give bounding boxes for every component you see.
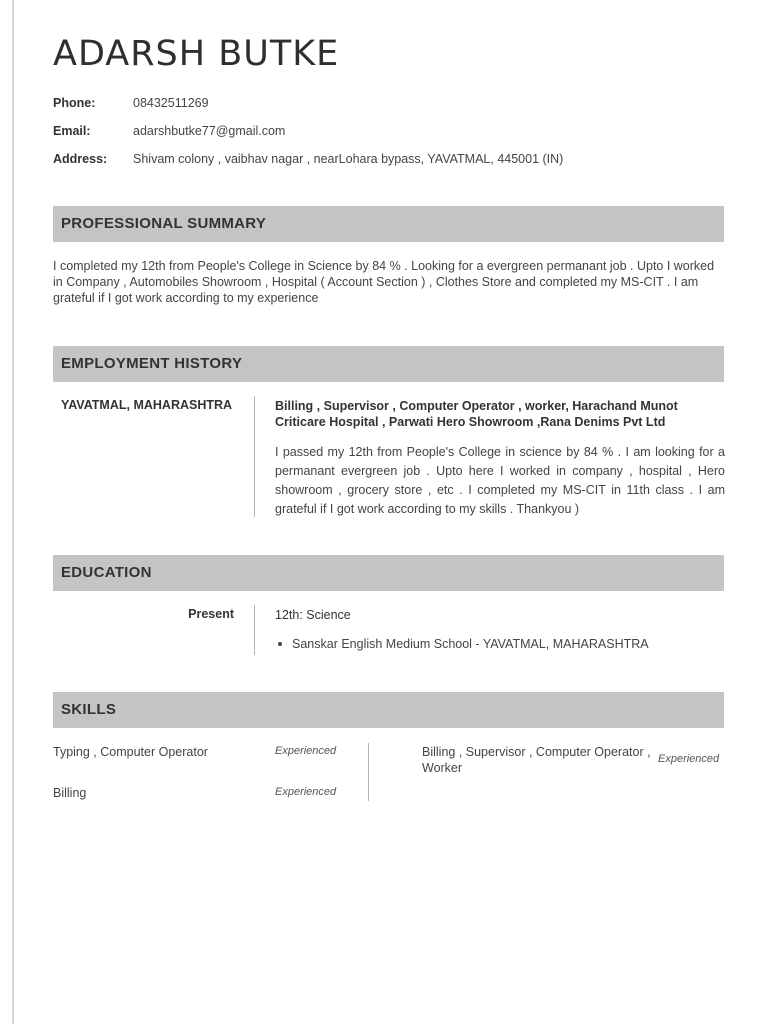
education-degree: 12th: Science (275, 608, 351, 622)
employment-job-title: Billing , Supervisor , Computer Operator , worker, Harachand Munot Criticare Hospital , Parwati Hero Showroom ,Rana Denims Pvt Ltd (275, 399, 678, 429)
employment-description: I passed my 12th from People's College in science by 84 % . I am looking for a permanant evergreen job . Upto here I worked in company , hospital , Hero showroom , grocery store , etc . I completed my MS-CIT in 11th class . I am grateful if I got work according to my skills . Thankyou ) (275, 445, 725, 516)
education-period: Present (188, 607, 234, 621)
education-entry (275, 607, 725, 652)
phone-value: 08432511269 (133, 96, 209, 110)
contact-phone-row (53, 95, 209, 111)
section-heading-employment-history: EMPLOYMENT HISTORY (53, 346, 724, 382)
skill-level: Experienced (275, 745, 337, 757)
phone-label: Phone: (53, 96, 96, 110)
employment-location: YAVATMAL, MAHARASHTRA (61, 398, 233, 412)
section-heading-skills: SKILLS (53, 692, 724, 728)
education-school-item (275, 636, 725, 652)
contact-email-row (53, 123, 285, 139)
education-divider (254, 605, 255, 655)
section-heading-education: EDUCATION (53, 555, 724, 591)
education-school: Sanskar English Medium School - YAVATMAL, MAHARASHTRA (292, 637, 649, 651)
skill-name: Billing (53, 786, 87, 800)
skill-level: Experienced (275, 786, 337, 798)
contact-address-row (53, 151, 563, 167)
email-label: Email: (53, 124, 91, 138)
section-heading-professional-summary: PROFESSIONAL SUMMARY (53, 206, 724, 242)
employment-divider (254, 396, 255, 517)
candidate-name: ADARSH BUTKE (53, 34, 340, 74)
skills-divider (368, 743, 369, 801)
email-value: adarshbutke77@gmail.com (133, 124, 286, 138)
skill-level: Experienced (658, 753, 720, 765)
professional-summary-text: I completed my 12th from People's College in Science by 84 % . Looking for a evergreen permanant job . Upto I worked in Company , Automobiles Showroom , Hospital ( Account Section ) , Clothes Store and completed my MS-CIT . I am grateful if I got work according to my experience (53, 259, 715, 305)
page-left-edge (12, 0, 14, 1024)
employment-entry (275, 398, 725, 519)
bullet-icon (278, 642, 282, 646)
address-label: Address: (53, 152, 108, 166)
address-value: Shivam colony , vaibhav nagar , nearLohara bypass, YAVATMAL, 445001 (IN) (133, 152, 564, 166)
skill-name: Typing , Computer Operator (53, 745, 208, 759)
skill-name: Billing , Supervisor , Computer Operator , Worker (422, 745, 651, 775)
